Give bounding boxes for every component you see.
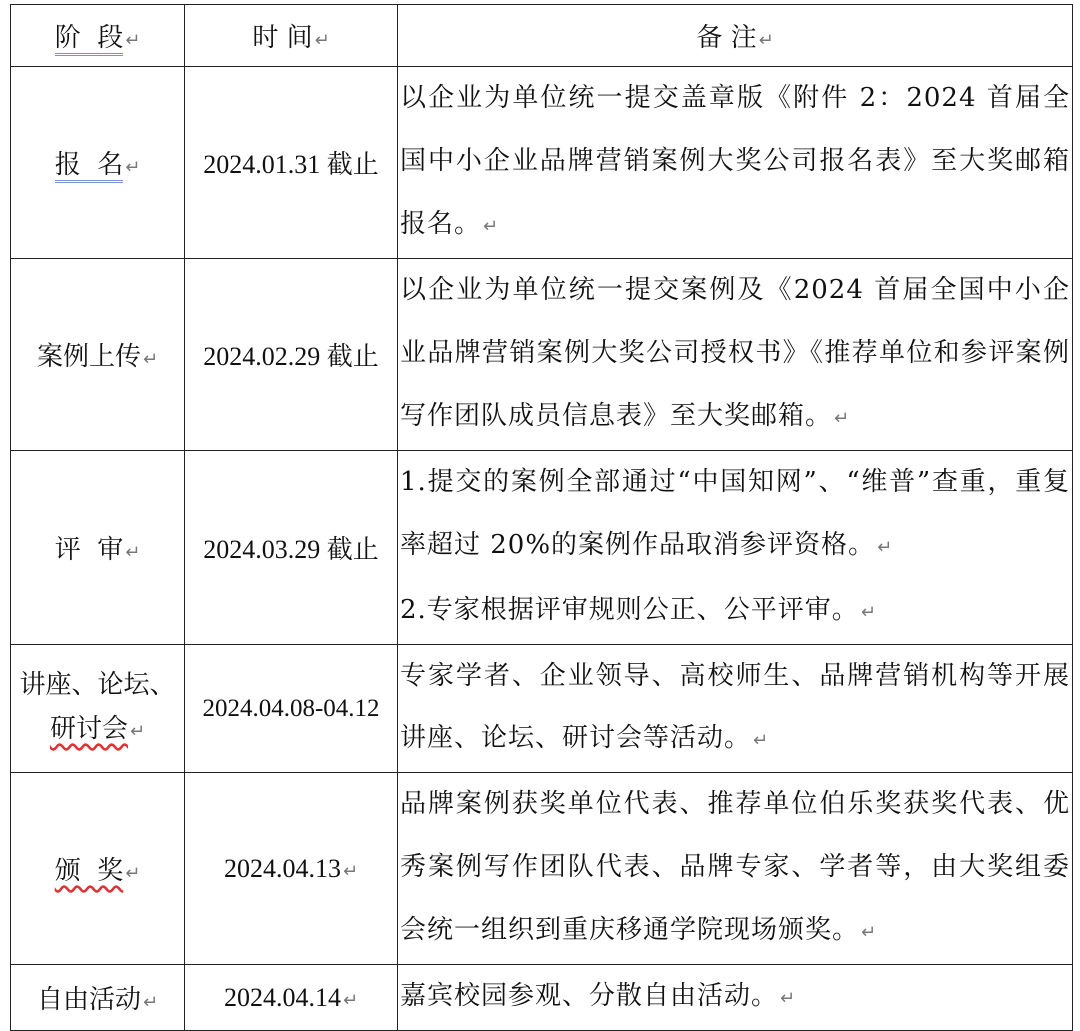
note-cell: 品牌案例获奖单位代表、推荐单位伯乐奖获奖代表、优秀案例写作团队代表、品牌专家、学者等，由大奖组委会统一组织到重庆移通学院现场颁奖。 ↵: [398, 773, 1073, 965]
table-row: [11, 259, 1073, 451]
time-cell: 2024.04.13 ↵: [185, 773, 398, 965]
stage-cell: 案例上传 ↵: [11, 259, 185, 451]
stage-cell: 报 名 ↵: [11, 67, 185, 259]
table-row: [11, 451, 1073, 645]
header-note: 备 注 ↵: [398, 5, 1073, 67]
time-cell: 2024.02.29 截止: [185, 259, 398, 451]
table-row: [11, 67, 1073, 259]
note-cell: 1.提交的案例全部通过“中国知网”、“维普”查重，重复率超过 20%的案例作品取消参评资格。 ↵ 2.专家根据评审规则公正、公平评审。 ↵: [398, 451, 1073, 645]
note-cell: 嘉宾校园参观、分散自由活动。 ↵: [398, 965, 1073, 1031]
note-cell: 以企业为单位统一提交案例及《2024 首届全国中小企业品牌营销案例大奖公司授权书》《推荐单位和参评案例写作团队成员信息表》至大奖邮箱。 ↵: [398, 259, 1073, 451]
time-cell: 2024.04.08-04.12: [185, 645, 398, 773]
time-cell: 2024.03.29 截止: [185, 451, 398, 645]
table-row: [11, 773, 1073, 965]
note-cell: 以企业为单位统一提交盖章版《附件 2：2024 首届全国中小企业品牌营销案例大奖公司报名表》至大奖邮箱报名。 ↵: [398, 67, 1073, 259]
table-row: [11, 965, 1073, 1031]
time-cell: 2024.04.14 ↵: [185, 965, 398, 1031]
table-header-row: [11, 5, 1073, 67]
header-time: 时 间 ↵: [185, 5, 398, 67]
stage-cell: 颁 奖 ↵: [11, 773, 185, 965]
table-row: [11, 645, 1073, 773]
stage-cell: 自由活动 ↵: [11, 965, 185, 1031]
stage-cell: 讲座、论坛、 研讨会 ↵: [11, 645, 185, 773]
stage-cell: 评 审 ↵: [11, 451, 185, 645]
note-cell: 专家学者、企业领导、高校师生、品牌营销机构等开展讲座、论坛、研讨会等活动。 ↵: [398, 645, 1073, 773]
time-cell: 2024.01.31 截止: [185, 67, 398, 259]
header-stage: 阶 段 ↵: [11, 5, 185, 67]
schedule-table: [10, 4, 1073, 1031]
